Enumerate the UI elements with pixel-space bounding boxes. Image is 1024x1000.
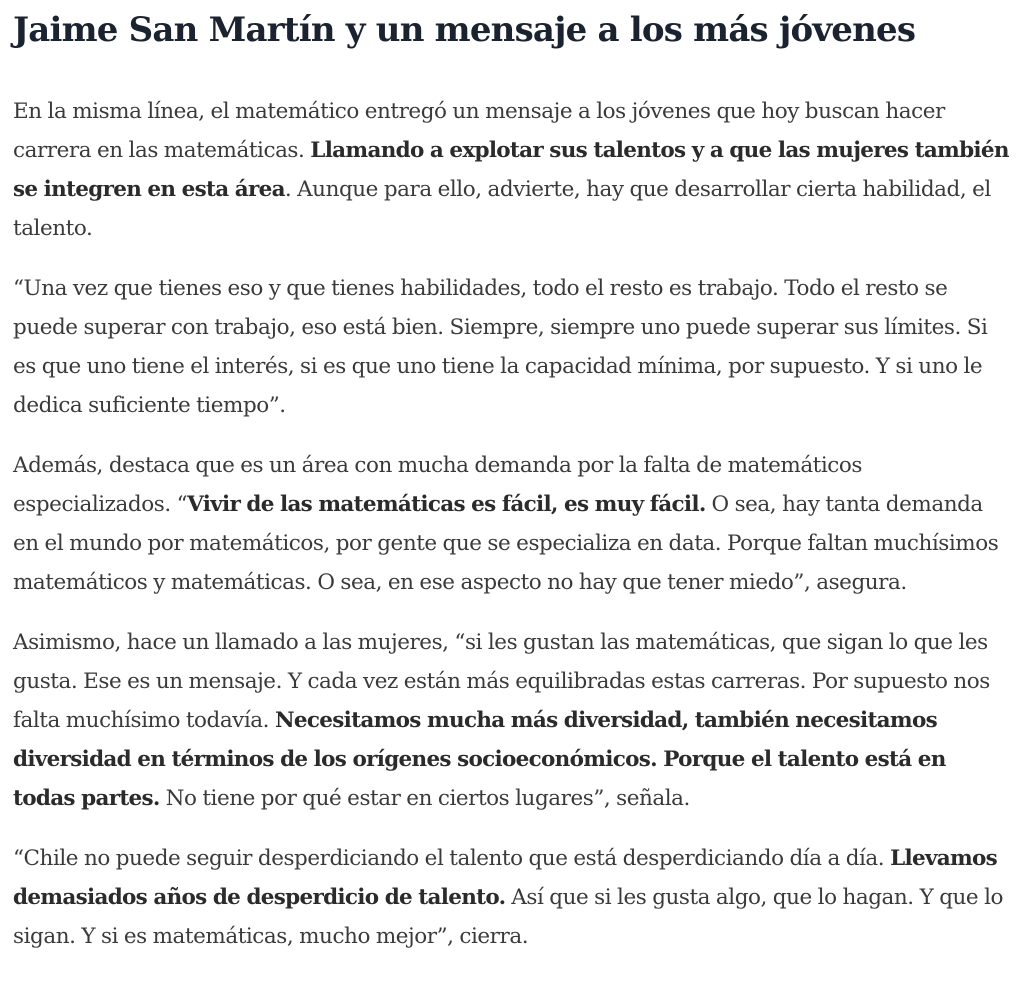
paragraph-text: En la misma línea, el matemático entregó un mensaje a los jóvenes que hoy buscan hacer carrera en las matemáticas. (13, 99, 945, 163)
paragraph-text: . Aunque para ello, advierte, hay que desarrollar cierta habilidad, el talento. (13, 177, 991, 241)
paragraph-text: Asimismo, hace un llamado a las mujeres, “si les gustan las matemáticas, que sigan lo que les gusta. Ese es un mensaje. Y cada vez están más equilibradas estas carreras. Por supuesto nos falta muchísimo todavía. (13, 630, 990, 733)
article-paragraph (13, 839, 1013, 956)
paragraph-bold-text: Llamando a explotar sus talentos y a que las mujeres también se integren en esta área (13, 138, 1009, 202)
paragraph-bold-text: Llevamos demasiados años de desperdicio de talento. (13, 846, 998, 910)
article-paragraph (13, 269, 1013, 425)
paragraph-bold-text: Vivir de las matemáticas es fácil, es muy fácil. (187, 492, 706, 517)
article-paragraph (13, 623, 1013, 818)
paragraph-text: “Una vez que tienes eso y que tienes habilidades, todo el resto es trabajo. Todo el resto se puede superar con trabajo, eso está bien. Siempre, siempre uno puede superar sus límites. Si es que uno tiene el interés, si es que uno tiene la capacidad mínima, por supuesto. Y si uno le dedica suficiente tiempo”. (13, 276, 988, 418)
article-body (13, 0, 1013, 956)
paragraph-text: No tiene por qué estar en ciertos lugares”, señala. (159, 786, 690, 811)
paragraph-bold-text: Necesitamos mucha más diversidad, también necesitamos diversidad en términos de los orígenes socioeconómicos. Porque el talento está en todas partes. (13, 708, 946, 811)
paragraph-text: Así que si les gusta algo, que lo hagan. Y que lo sigan. Y si es matemáticas, mucho mejor”, cierra. (13, 885, 1003, 949)
article-paragraph (13, 446, 1013, 602)
article-headline: Jaime San Martín y un mensaje a los más jóvenes (13, 10, 916, 50)
paragraph-text: “Chile no puede seguir desperdiciando el talento que está desperdiciando día a día. (13, 846, 891, 871)
paragraph-text: Además, destaca que es un área con mucha demanda por la falta de matemáticos especializados. “ (13, 453, 862, 517)
article-paragraph (13, 92, 1013, 248)
paragraph-text: O sea, hay tanta demanda en el mundo por matemáticos, por gente que se especializa en data. Porque faltan muchísimos matemáticos y matemáticas. O sea, en ese aspecto no hay que tener miedo”, asegura. (13, 492, 999, 595)
